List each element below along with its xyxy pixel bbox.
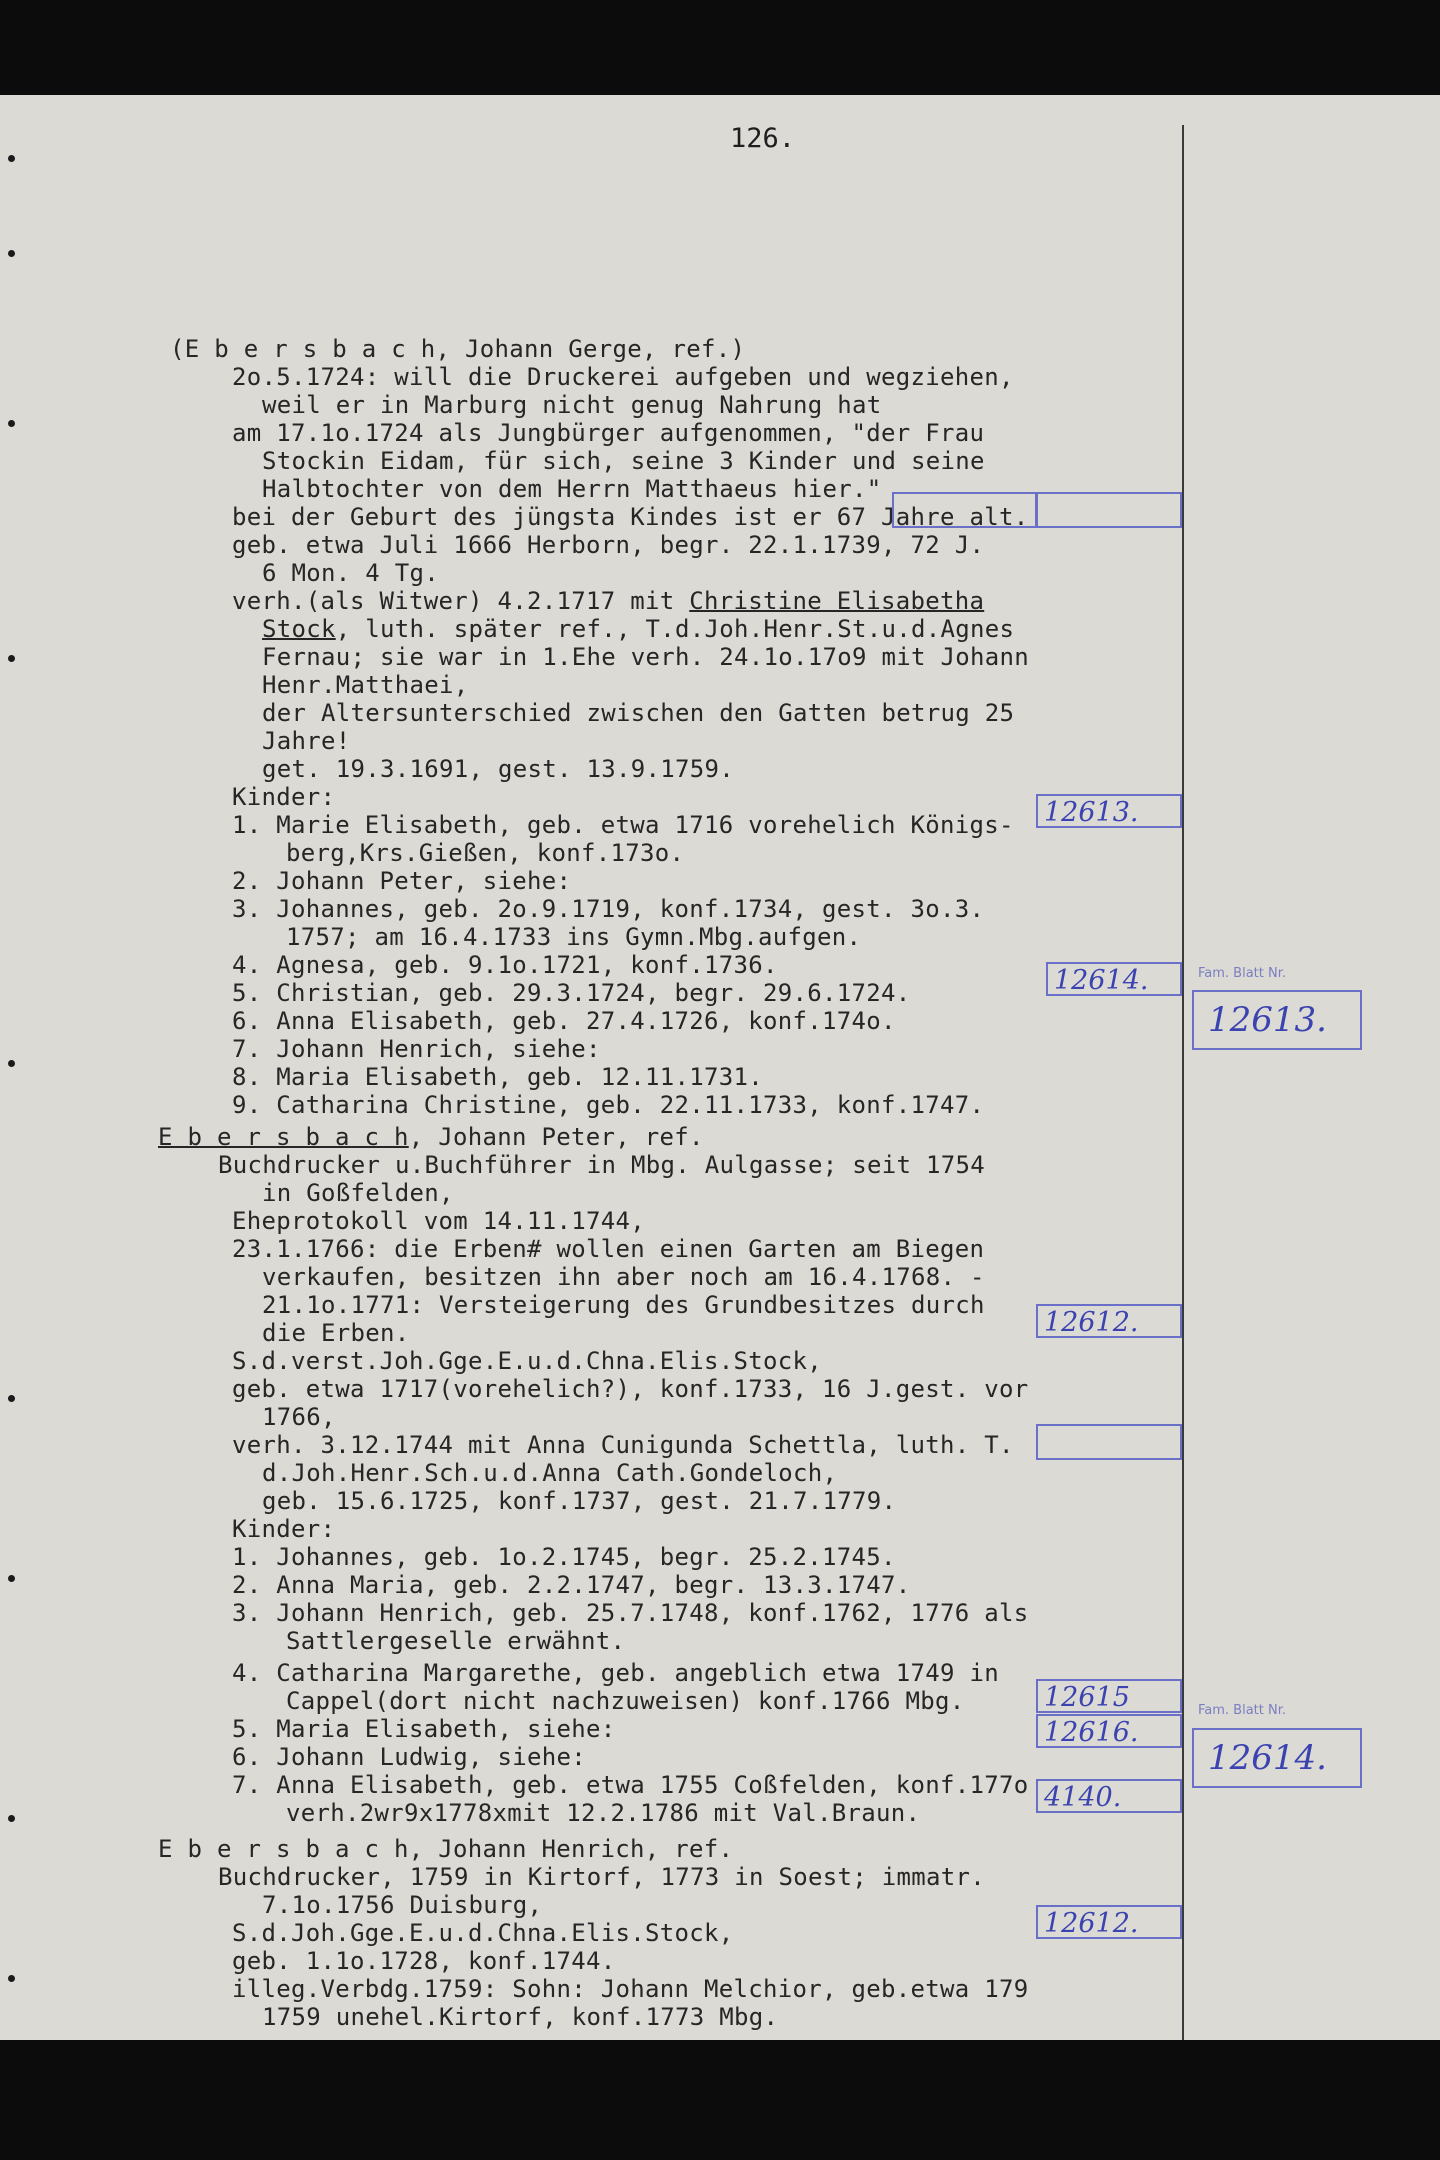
punch-hole <box>8 250 15 257</box>
text-line: die Erben. <box>262 1319 410 1347</box>
punch-hole <box>8 420 15 427</box>
text-line: 7.1o.1756 Duisburg, <box>262 1891 543 1919</box>
text-line: 5. Maria Elisabeth, siehe: <box>232 1715 616 1743</box>
text-line: 6 Mon. 4 Tg. <box>262 559 439 587</box>
text-line: 1757; am 16.4.1733 ins Gymn.Mbg.aufgen. <box>286 923 862 951</box>
text-line: am 17.1o.1724 als Jungbürger aufgenommen, "der Frau <box>232 419 985 447</box>
family-sheet-ref-box: 12615 <box>1036 1679 1182 1713</box>
text-line: bei der Geburt des jüngsta Kindes ist er 67 Jahre alt. <box>232 503 1029 531</box>
text-line: Halbtochter von dem Herrn Matthaeus hier." <box>262 475 882 503</box>
text-line: verh. 3.12.1744 mit Anna Cunigunda Schettla, luth. T. <box>232 1431 1014 1459</box>
family-sheet-ref-box: 12612. <box>1036 1905 1182 1939</box>
text-line: Sattlergeselle erwähnt. <box>286 1627 626 1655</box>
punch-hole <box>8 1575 15 1582</box>
text-line: 23.1.1766: die Erben# wollen einen Garten am Biegen <box>232 1235 985 1263</box>
fam-blatt-number-box: 12614. <box>1192 1728 1362 1788</box>
family-sheet-ref-box: 12614. <box>1046 962 1182 996</box>
text-line: geb. etwa Juli 1666 Herborn, begr. 22.1.1739, 72 J. <box>232 531 985 559</box>
text-line: Fernau; sie war in 1.Ehe verh. 24.1o.17o9 mit Johann <box>262 643 1029 671</box>
document-page <box>0 95 1440 2040</box>
text-line: 6. Johann Ludwig, siehe: <box>232 1743 586 1771</box>
text-line: Kinder: <box>232 783 336 811</box>
fam-blatt-label: Fam. Blatt Nr. <box>1198 966 1287 981</box>
family-sheet-ref-box: 12616. <box>1036 1714 1182 1748</box>
text-line: 3. Johann Henrich, geb. 25.7.1748, konf.1762, 1776 als <box>232 1599 1029 1627</box>
text-line: 2. Johann Peter, siehe: <box>232 867 572 895</box>
text-line: Buchdrucker u.Buchführer in Mbg. Aulgasse; seit 1754 <box>218 1151 985 1179</box>
punch-hole <box>8 1815 15 1822</box>
text-line: 8. Maria Elisabeth, geb. 12.11.1731. <box>232 1063 763 1091</box>
family-sheet-ref-box: 4140. <box>1036 1779 1182 1813</box>
entry-heading: S.d.Joh.Gge.E.u.d.Chna.Elis.Stock, <box>232 1919 734 1947</box>
text-line: geb. etwa 1717(vorehelich?), konf.1733, 16 J.gest. vor <box>232 1375 1029 1403</box>
text-line: S.d.verst.Joh.Gge.E.u.d.Chna.Elis.Stock, <box>232 1347 822 1375</box>
text-line: 2. Anna Maria, geb. 2.2.1747, begr. 13.3.1747. <box>232 1571 911 1599</box>
text-line: 1759 unehel.Kirtorf, konf.1773 Mbg. <box>262 2003 779 2031</box>
entry-heading: E b e r s b a c h, Johann Peter, ref. <box>158 1123 704 1151</box>
fam-blatt-label: Fam. Blatt Nr. <box>1198 1703 1287 1718</box>
punch-hole <box>8 1975 15 1982</box>
text-line: 1. Johannes, geb. 1o.2.1745, begr. 25.2.1745. <box>232 1543 896 1571</box>
text-line: 6. Anna Elisabeth, geb. 27.4.1726, konf.174o. <box>232 1007 896 1035</box>
text-line: 5. Christian, geb. 29.3.1724, begr. 29.6.1724. <box>232 979 911 1007</box>
text-line: 9. Catharina Christine, geb. 22.11.1733, konf.1747. <box>232 1091 985 1119</box>
text-line: Buchdrucker, 1759 in Kirtorf, 1773 in Soest; immatr. <box>218 1863 985 1891</box>
text-line: in Goßfelden, <box>262 1179 454 1207</box>
text-line: Stockin Eidam, für sich, seine 3 Kinder und seine <box>262 447 985 475</box>
text-line: 3. Johannes, geb. 2o.9.1719, konf.1734, gest. 3o.3. <box>232 895 985 923</box>
text-line: verkaufen, besitzen ihn aber noch am 16.4.1768. - <box>262 1263 985 1291</box>
text-line: illeg.Verbdg.1759: Sohn: Johann Melchior, geb.etwa 179 <box>232 1975 1029 2003</box>
text-line: d.Joh.Henr.Sch.u.d.Anna Cath.Gondeloch, <box>262 1459 838 1487</box>
text-line: get. 19.3.1691, gest. 13.9.1759. <box>262 755 734 783</box>
text-line: 4. Agnesa, geb. 9.1o.1721, konf.1736. <box>232 951 778 979</box>
empty-ref-box <box>892 492 1037 528</box>
text-line: weil er in Marburg nicht genug Nahrung hat <box>262 391 882 419</box>
entry-heading: (E b e r s b a c h, Johann Gerge, ref.) <box>170 335 746 363</box>
text-line: 21.1o.1771: Versteigerung des Grundbesitzes durch <box>262 1291 985 1319</box>
text-line: 7. Johann Henrich, siehe: <box>232 1035 601 1063</box>
text-line: verh.(als Witwer) 4.2.1717 mit Christine Elisabetha <box>232 587 985 615</box>
page-number: 126. <box>730 123 796 154</box>
punch-hole <box>8 155 15 162</box>
text-line: Stock, luth. später ref., T.d.Joh.Henr.St.u.d.Agnes <box>262 615 1015 643</box>
text-line: Jahre! <box>262 727 351 755</box>
margin-rule <box>1182 125 1184 2040</box>
punch-hole <box>8 1395 15 1402</box>
text-line: geb. 1.1o.1728, konf.1744. <box>232 1947 616 1975</box>
text-line: 2o.5.1724: will die Druckerei aufgeben und wegziehen, <box>232 363 1014 391</box>
text-line: verh.2wr9x1778xmit 12.2.1786 mit Val.Braun. <box>286 1799 921 1827</box>
punch-hole <box>8 655 15 662</box>
family-sheet-ref-box: 12613. <box>1036 794 1182 828</box>
text-line: Henr.Matthaei, <box>262 671 469 699</box>
family-sheet-ref-box: 12612. <box>1036 1304 1182 1338</box>
empty-ref-box <box>1036 1424 1182 1460</box>
text-line: 7. Anna Elisabeth, geb. etwa 1755 Coßfelden, konf.177o <box>232 1771 1029 1799</box>
text-line: 4. Catharina Margarethe, geb. angeblich etwa 1749 in <box>232 1659 999 1687</box>
punch-hole <box>8 1060 15 1067</box>
fam-blatt-number-box: 12613. <box>1192 990 1362 1050</box>
text-line: berg,Krs.Gießen, konf.173o. <box>286 839 685 867</box>
text-line: 1. Marie Elisabeth, geb. etwa 1716 vorehelich Königs- <box>232 811 1014 839</box>
text-line: Cappel(dort nicht nachzuweisen) konf.1766 Mbg. <box>286 1687 965 1715</box>
text-line: Kinder: <box>232 1515 336 1543</box>
text-line: 1766, <box>262 1403 336 1431</box>
empty-ref-box <box>1036 492 1182 528</box>
text-line: Eheprotokoll vom 14.11.1744, <box>232 1207 645 1235</box>
text-line: geb. 15.6.1725, konf.1737, gest. 21.7.1779. <box>262 1487 897 1515</box>
text-line: E b e r s b a c h, Johann Henrich, ref. <box>158 1835 734 1863</box>
text-line: der Altersunterschied zwischen den Gatten betrug 25 <box>262 699 1015 727</box>
